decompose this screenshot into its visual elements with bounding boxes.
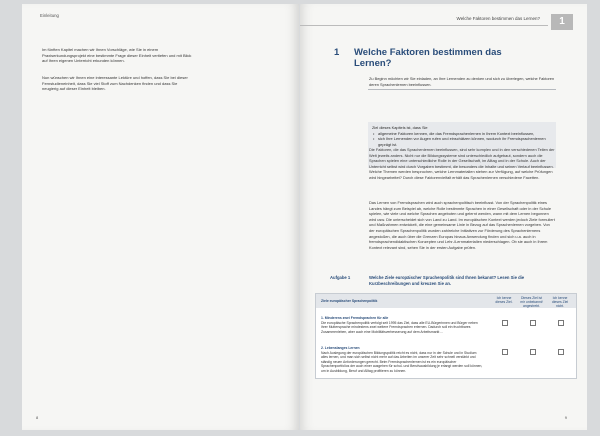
table-header-not-known: Ich kenne dieses Ziel nicht.	[551, 296, 569, 308]
left-page-number: 8	[36, 415, 39, 420]
table-row-title: 2. Lebenslanges Lernen	[321, 346, 360, 350]
table-row-text: Die europäische Sprachenpolitik verfolgt seit 1995 das Ziel, dass alle EU-Bürgerinnen und Bürger neben ihrer Muttersprache mindestens zwei weitere Fremdsprachen erlernen. Dadurch soll ein fruchtbares Zusammenleben, aber auch eine Mobilitätsverbesserung auf dem Arbeitsmarkt ...	[321, 320, 478, 334]
task-text: Welche Ziele europäischer Sprachenpolitik sind Ihnen bekannt? Lesen Sie die Kurzbeschreibungen und kreuzen Sie an.	[369, 275, 525, 286]
chapter-title-text: Welche Faktoren bestimmen das Lernen?	[354, 47, 502, 69]
left-page	[22, 4, 299, 430]
checkbox-row1-unknown[interactable]	[530, 320, 536, 326]
intro-paragraph: Zu Beginn möchten wir Sie einladen, an Ihre Lernenden zu denken und sich zu überlegen, welche Faktoren deren Sprachenlernen beeinflussen.	[369, 76, 555, 87]
right-page-number: 9	[564, 415, 567, 420]
table-row	[321, 346, 483, 374]
checkbox-row1-not-known[interactable]	[558, 320, 564, 326]
goal-box-title: Ziel dieses Kapitels ist, dass Sie	[372, 125, 428, 130]
right-page-header: Welche Faktoren bestimmen das Lernen?	[456, 16, 540, 21]
right-page-header-bar	[300, 14, 548, 26]
body-paragraph-1: Die Faktoren, die das Sprachenlernen beeinflussen, sind sehr komplex und in den verschiedenen Teilen der Welt jeweils anders. Nicht nur die Bildungssysteme sind unterschiedlich aufgebaut, sondern auch die Sprachen spielen eine unterschiedliche Rolle in der Gesellschaft, im Alltag und in der Schule. Auch der Unterricht selbst wird durch Vorgaben bestimmt, die besonders die Inhalte und seinen Verlauf beeinflussen. Welche Themen werden besprochen, welche Lernmaterialien stehen zur Verfügung, auf welche Prüfungen wird hingearbeitet? Durch diese Faktorenvielfalt erhält das Sprachenlernen verschiedene Facetten.	[369, 147, 555, 180]
checkbox-row2-not-known[interactable]	[558, 349, 564, 355]
table-header-known: Ich kenne dieses Ziel.	[495, 296, 513, 304]
goal-item: • sich Ihre Lernenden vor Augen rufen und einschätzen können, wodurch ihr Fremdsprachenlernen geprägt ist.	[372, 136, 552, 147]
checkbox-row2-unknown[interactable]	[530, 349, 536, 355]
body-paragraph-2: Das Lernen von Fremdsprachen wird auch sprachenpolitisch beeinflusst. Von der Sprachenpolitik eines Landes hängt zum Beispiel ab, welche Rolle bestimmte Sprachen in einer Gesellschaft oder in der Schule spielen, wie viele und welche Sprachen angeboten und gelernt werden, wann mit dem Lernen begonnen wird usw. Die unterscheidet sich von Land zu Land. Im europäischen Kontext werden jedoch Ziele formuliert und Maßnahmen entwickelt, die eine gemeinsame Linie in Bezug auf das Sprachenlernen vorgeben. Von der europäischen Sprachenpolitik wurden zahlreiche Initiativen zur Förderung des Sprachenlernens angestoßen, die auch über die Grenzen Europas hinaus Anwendung finden und sich u.a. auch in fremdsprachendidaktischen Konzepten und Lehr-/Lernmaterialien niederschlagen. Ob sie auch in Ihrem Kontext relevant sind, sehen Sie in der ersten Aufgabe prüfen.	[369, 200, 555, 250]
right-page	[300, 4, 587, 430]
goal-item: • allgemeine Faktoren kennen, die das Fremdsprachenlernen in Ihrem Kontext beeinflussen,	[372, 131, 552, 137]
table-header-goals: Ziele europäischer Sprachenpolitik	[321, 299, 378, 303]
table-row-text: Nach Auslegung der europäischen Bildungspolitik reicht es nicht, dass nur in der Schule und in Studium alles lernen, und man sich selbst nicht mehr auf das Arbeiten im unserer Zeit sehr schnell verstärkt und ständig neuen Anforderungen gerecht. Beim Fremdsprachenlernen ist es ein europäischer Sprachenportfolios der auch einer ausgehen für schul- und Berufsausbildung je erlangt werden soll können, um in Ausbildung, Beruf und Alltag profitieren zu können.	[321, 350, 483, 373]
table-row-title: 1. Minderens zwei Fremdsprachen für alle	[321, 316, 389, 320]
left-paragraph-1: Im fünften Kapitel machen wir Ihnen Vorschläge, wie Sie in einem Praxiserkundungsprojekt eine bestimmte Frage dieser Einheit vertiefen und mit Blick auf Ihren eigenen Unterricht erkunden können.	[42, 47, 192, 64]
left-page-header: Einleitung	[40, 13, 59, 18]
chapter-title-number: 1	[334, 47, 340, 58]
intro-divider	[368, 89, 556, 90]
checkbox-row1-known[interactable]	[502, 320, 508, 326]
checkbox-row2-known[interactable]	[502, 349, 508, 355]
table-row	[321, 316, 483, 334]
goals-table	[315, 293, 577, 379]
table-header	[316, 294, 576, 308]
chapter-number-badge: 1	[551, 14, 573, 30]
task-label: Aufgabe 1	[330, 275, 351, 280]
table-header-unknown: Dieses Ziel ist mir unbekannt/ angestrebt.	[520, 296, 543, 308]
left-paragraph-2: Nun wünschen wir Ihnen eine interessante Lektüre und hoffen, dass Sie bei dieser Fernstudieneinheit, dass Sie viel Stoff zum Nachdenken finden und dass Sie neugierig auf dieser Einheit bleiben.	[42, 75, 188, 92]
